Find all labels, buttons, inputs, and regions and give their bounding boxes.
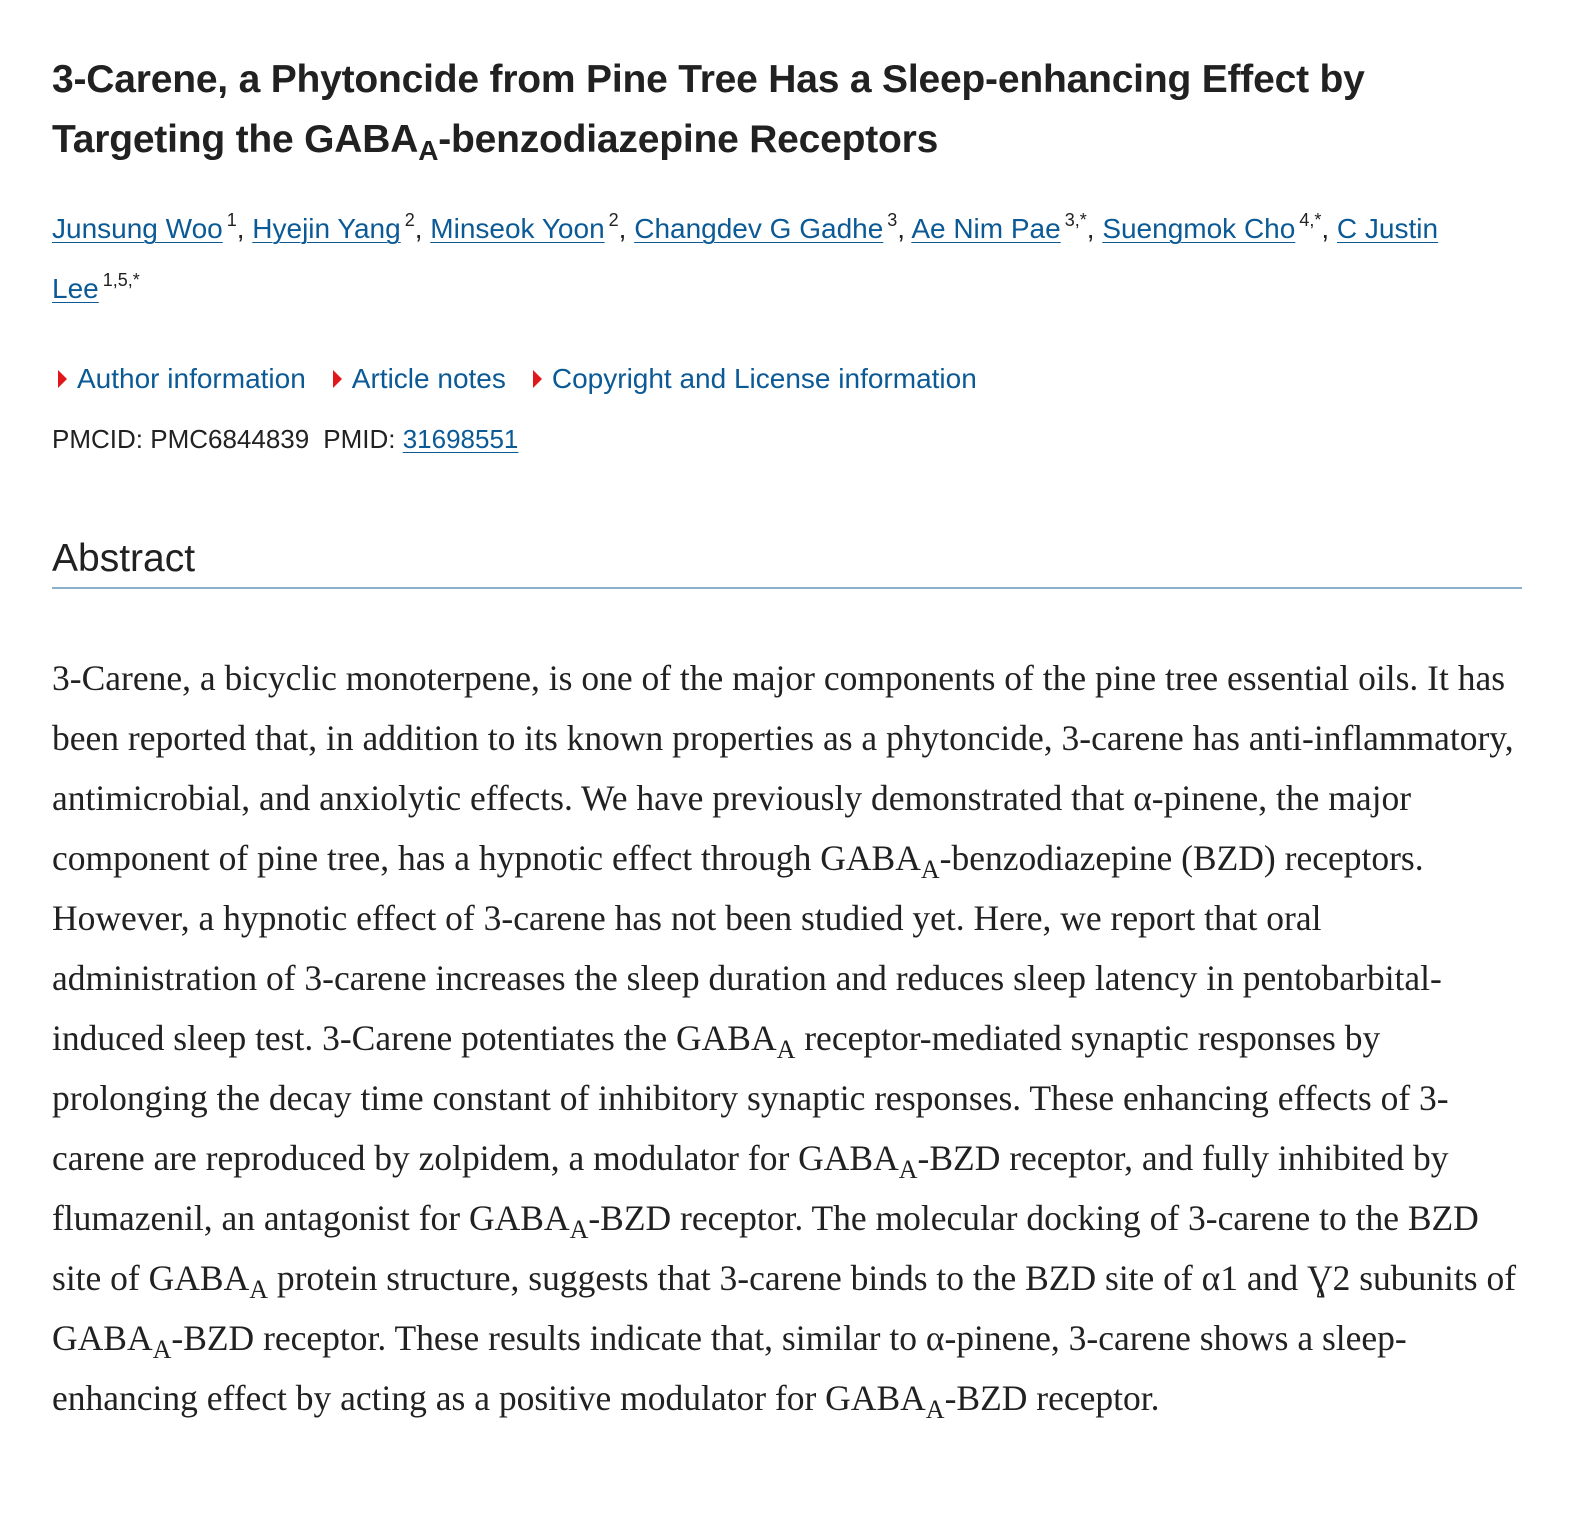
author-information-label: Author information: [77, 363, 306, 394]
author-link[interactable]: Hyejin Yang: [252, 213, 401, 244]
author-link[interactable]: C Justin Lee: [52, 213, 1439, 304]
copyright-license-toggle[interactable]: [527, 363, 977, 395]
heading-divider: [52, 587, 1522, 589]
article-notes-label: Article notes: [351, 363, 506, 394]
caret-right-icon: [58, 370, 67, 388]
affiliation-marker: 1: [226, 210, 237, 230]
author-link[interactable]: Junsung Woo: [52, 213, 223, 244]
author-link[interactable]: Suengmok Cho: [1102, 213, 1296, 244]
pmid-label: PMID:: [323, 424, 396, 454]
pmid-link[interactable]: 31698551: [402, 424, 519, 454]
abstract-heading: Abstract: [52, 537, 196, 580]
author-information-toggle[interactable]: [52, 363, 306, 395]
affiliation-marker: 1,5,*: [102, 270, 140, 290]
pmcid-value: PMC6844839: [150, 424, 310, 454]
author-link[interactable]: Changdev G Gadhe: [634, 213, 884, 244]
article-identifiers: [52, 409, 1522, 469]
caret-right-icon: [333, 370, 342, 388]
affiliation-marker: 3: [887, 210, 898, 230]
author-link[interactable]: Minseok Yoon: [430, 213, 605, 244]
abstract-text: 3-Carene, a bicyclic monoterpene, is one of the major components of the pine tree essential oils. It has been reported that, in addition to its known properties as a phytoncide, 3-carene has anti-inflammatory, antimicrobial, and anxiolytic effects. We have previously demonstrated that α-pinene, the major component of pine tree, has a hypnotic effect through $GABA_A$-benzodiazepine (BZD) receptors. However, a hypnotic effect of 3-carene has not been studied yet. Here, we report that oral administration of 3-carene increases the sleep duration and reduces sleep latency in pentobarbital-induced sleep test. 3-Carene potentiates the $GABA_A$ receptor-mediated synaptic responses by prolonging the decay time constant of inhibitory synaptic responses. These enhancing effects of 3-carene are reproduced by zolpidem, a modulator for $GABA_A$-BZD receptor, and fully inhibited by flumazenil, an antagonist for $GABA_A$-BZD receptor. The molecular docking of 3-carene to the BZD site of $GABA_A$ protein structure, suggests that 3-carene binds to the BZD site of α1 and Ɣ2 subunits of $GABA_A$-BZD receptor. These results indicate that, similar to α-pinene, 3-carene shows a sleep-enhancing effect by acting as a positive modulator for $GABA_A$-BZD receptor.: [52, 658, 1517, 1424]
article-page: [52, 50, 1522, 1424]
caret-right-icon: [533, 370, 542, 388]
copyright-license-label: Copyright and License information: [551, 363, 977, 394]
article-info-toggles: [52, 349, 1522, 409]
article-title: 3-Carene, a Phytoncide from Pine Tree Has a Sleep-enhancing Effect by Targeting the $GABA_A$-benzodiazepine Receptors: [52, 58, 1365, 166]
article-notes-toggle[interactable]: [327, 363, 506, 395]
affiliation-marker: 2: [608, 210, 619, 230]
affiliation-marker: 3,*: [1064, 210, 1087, 230]
affiliation-marker: 4,*: [1299, 210, 1322, 230]
author-list: Junsung Woo $^1$, Hyejin Yang $^2$, Minseok Yoon $^2$, Changdev G Gadhe $^3$, Ae Nim Pae $^{3,*}$, Suengmok Cho $^{4,*}$, C Justin Lee $^{1,5,*}$: [52, 210, 1439, 304]
pmcid-label: PMCID:: [52, 424, 143, 454]
affiliation-marker: 2: [404, 210, 415, 230]
author-link[interactable]: Ae Nim Pae: [911, 213, 1061, 244]
